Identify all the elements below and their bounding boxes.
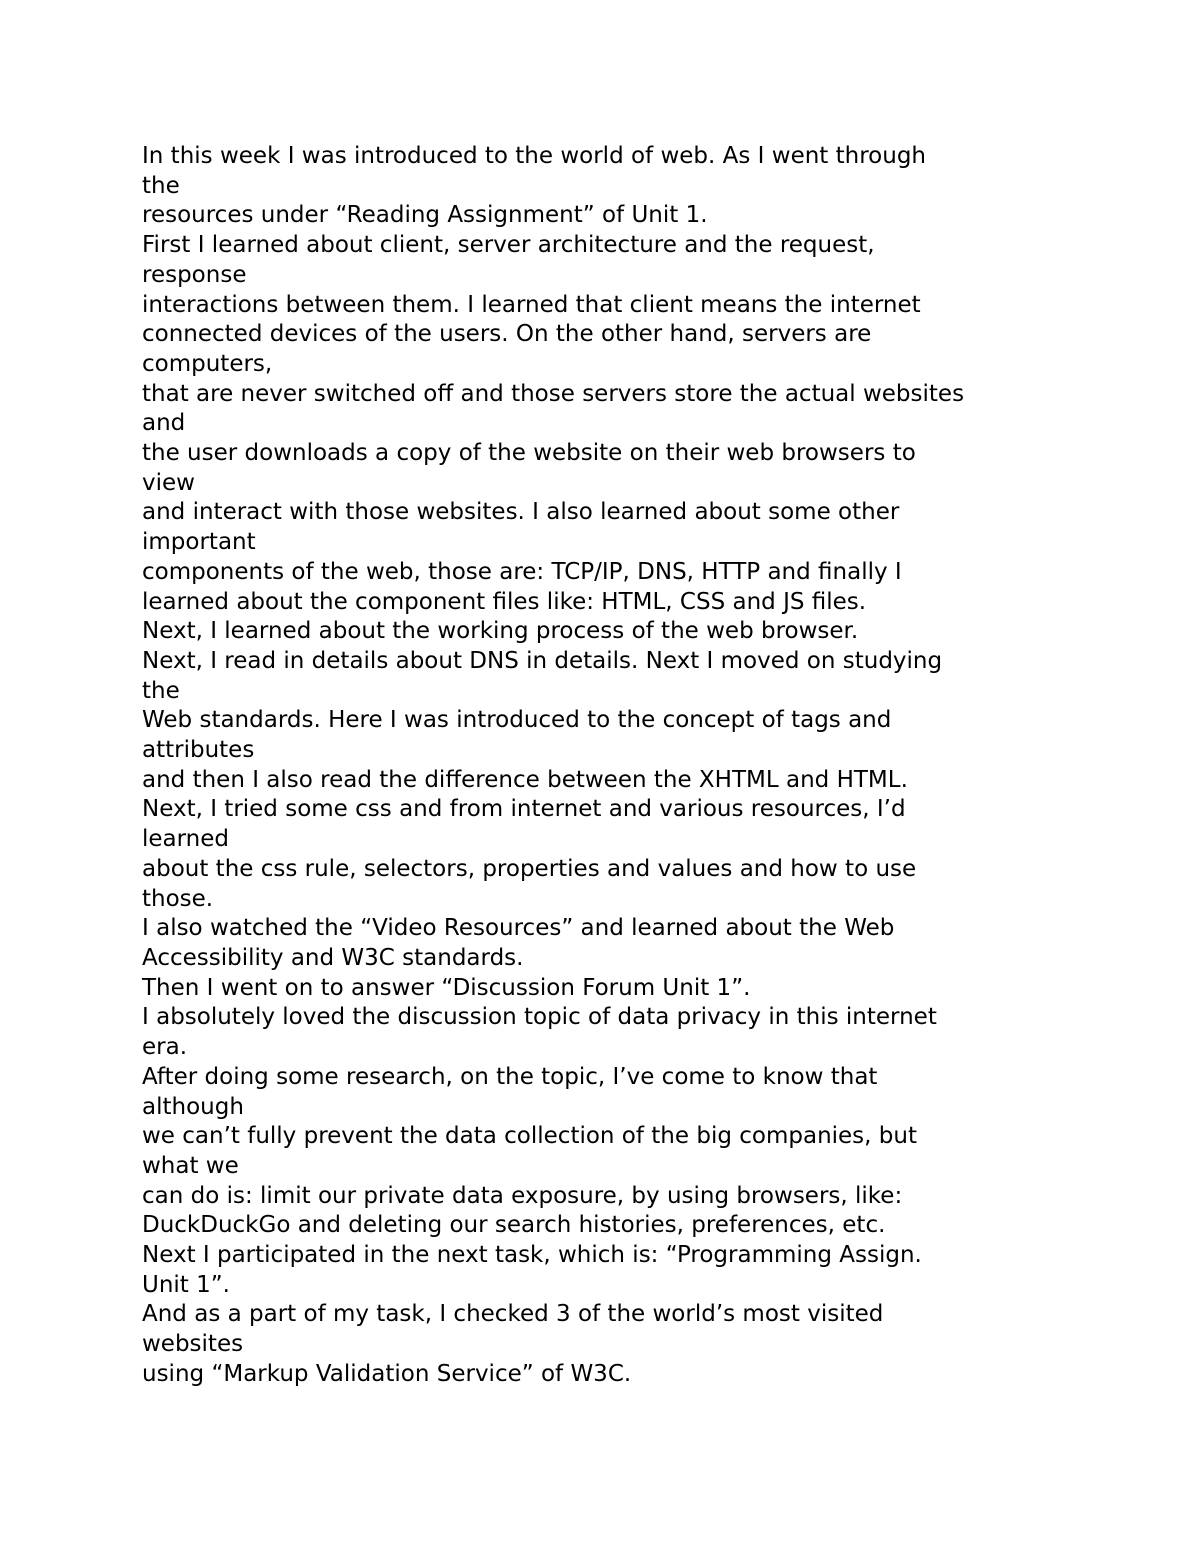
- text-line: the user downloads a copy of the website on their web browsers to: [142, 440, 916, 467]
- text-line: important: [142, 529, 256, 556]
- text-line: view: [142, 469, 195, 496]
- text-line: learned about the component files like: HTML, CSS and JS files.: [142, 588, 867, 615]
- text-line: Then I went on to answer “Discussion Forum Unit 1”.: [142, 974, 751, 1001]
- text-line: I absolutely loved the discussion topic of data privacy in this internet: [142, 1004, 937, 1031]
- text-line: websites: [142, 1331, 244, 1358]
- text-line: In this week I was introduced to the world of web. As I went through: [142, 143, 926, 169]
- text-line: Next, I tried some css and from internet and various resources, I’d: [142, 796, 906, 823]
- text-line: components of the web, those are: TCP/IP, DNS, HTTP and finally I: [142, 558, 902, 585]
- text-line: those.: [142, 885, 214, 912]
- text-line: connected devices of the users. On the other hand, servers are: [142, 321, 872, 348]
- text-line: And as a part of my task, I checked 3 of the world’s most visited: [142, 1301, 884, 1328]
- text-line: we can’t fully prevent the data collection of the big companies, but: [142, 1123, 917, 1150]
- text-line: and interact with those websites. I also learned about some other: [142, 499, 900, 526]
- text-line: computers,: [142, 350, 273, 377]
- text-line: can do is: limit our private data exposure, by using browsers, like:: [142, 1182, 903, 1209]
- text-line: Unit 1”.: [142, 1271, 230, 1298]
- text-line: Accessibility and W3C standards.: [142, 944, 524, 971]
- text-line: attributes: [142, 737, 255, 764]
- text-line: First I learned about client, server architecture and the request,: [142, 232, 875, 259]
- text-line: and then I also read the difference between the XHTML and HTML.: [142, 766, 908, 793]
- text-line: Next I participated in the next task, which is: “Programming Assign.: [142, 1242, 922, 1269]
- text-line: Web standards. Here I was introduced to the concept of tags and: [142, 707, 892, 734]
- text-line: After doing some research, on the topic, I’ve come to know that: [142, 1063, 878, 1090]
- text-line: and: [142, 410, 186, 437]
- text-line: response: [142, 261, 247, 288]
- text-line: DuckDuckGo and deleting our search histories, preferences, etc.: [142, 1212, 886, 1239]
- text-line: using “Markup Validation Service” of W3C.: [142, 1360, 632, 1387]
- text-line: the: [142, 677, 180, 704]
- text-line: era.: [142, 1034, 188, 1061]
- text-line: resources under “Reading Assignment” of Unit 1.: [142, 202, 708, 229]
- text-line: learned: [142, 826, 230, 853]
- text-line: that are never switched off and those servers store the actual websites: [142, 380, 965, 407]
- text-line: Next, I read in details about DNS in details. Next I moved on studying: [142, 647, 943, 674]
- text-line: I also watched the “Video Resources” and learned about the Web: [142, 915, 895, 942]
- text-line: Next, I learned about the working process of the web browser.: [142, 618, 859, 645]
- text-line: although: [142, 1093, 244, 1120]
- text-line: interactions between them. I learned that client means the internet: [142, 291, 921, 318]
- text-line: what we: [142, 1152, 239, 1179]
- document-body: [142, 142, 1082, 1390]
- text-line: about the css rule, selectors, properties and values and how to use: [142, 855, 917, 882]
- text-line: the: [142, 172, 180, 199]
